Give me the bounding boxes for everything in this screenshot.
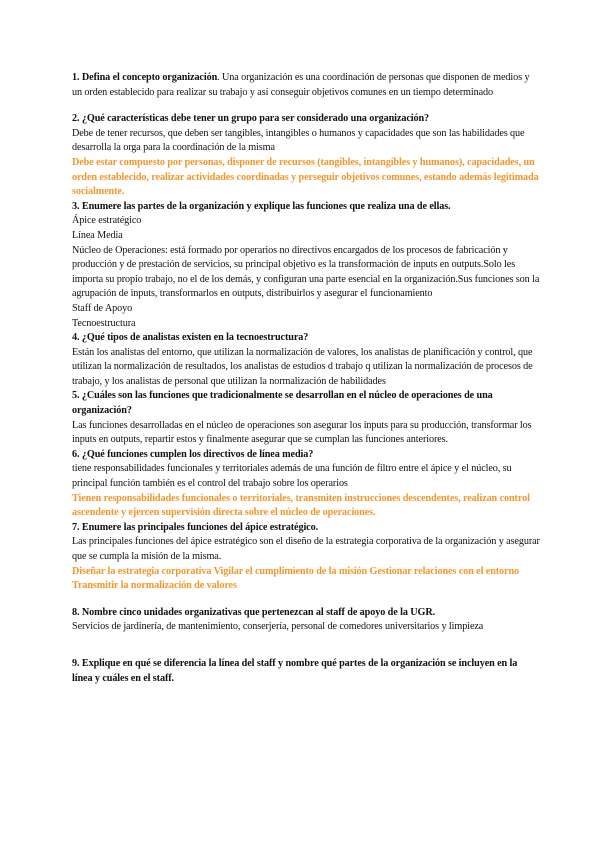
question-7-answer: Las principales funciones del ápice estratégico son el diseño de la estrategia corporativa de la organización y asegurar que se cumpla la misión de la misma. <box>72 536 540 562</box>
question-8-title: 8. Nombre cinco unidades organizativas que pertenezcan al staff de apoyo de la UGR. <box>72 606 436 618</box>
question-7-title: 7. Enumere las principales funciones del ápice estratégico. <box>72 521 319 533</box>
question-5-answer: Las funciones desarrolladas en el núcleo de operaciones son asegurar los inputs para su producción, transformar los inputs en outputs, repartir estos y finalmente asegurar que se cumplan las funciones anteriores. <box>72 419 532 446</box>
spacer <box>72 635 540 657</box>
question-3-title: 3. Enumere las partes de la organización y explique las funciones que realiza una de ellas. <box>72 200 451 212</box>
question-1-text: . Una organización es una coordinación de personas que disponen de medios y un orden establecido para realizar su trabajo y así conseguir objetivos comunes en un tiempo determinado <box>72 72 530 98</box>
question-6-answer: tiene responsabilidades funcionales y territoriales además de una función de filtro entre el ápice y el núcleo, su principal función también es el control del trabajo sobre los operarios <box>72 463 512 490</box>
spacer <box>72 594 540 606</box>
org-part-apice: Ápice estratégico <box>72 215 142 227</box>
question-2-answer: Debe de tener recursos, que deben ser tangibles, intangibles o humanos y capacidades que son las habilidades que desarrolla la orga para la coordinación de la misma <box>72 127 525 154</box>
org-part-linea-media: Línea Media <box>72 229 123 241</box>
question-4-title: 4. ¿Qué tipos de analistas existen en la tecnoestructura? <box>72 332 309 344</box>
question-1-title: 1. Defina el concepto organización <box>72 72 218 83</box>
org-part-staff: Staff de Apoyo <box>72 302 133 314</box>
org-part-tecnoestructura: Tecnoestructura <box>72 317 136 329</box>
question-6-correction: Tienen responsabilidades funcionales o territoriales, transmiten instrucciones descendentes, realizan control ascendente y ejercen supervisión directa sobre el núcleo de operaciones. <box>72 492 530 519</box>
spacer <box>72 100 540 112</box>
question-6-title: 6. ¿Qué funciones cumplen los directivos de línea media? <box>72 448 314 460</box>
question-2-correction: Debe estar compuesto por personas, disponer de recursos (tangibles, intangibles y humanos), capacidades, un orden establecido, realizar actividades coordinadas y perseguir objetivos comunes, estando además legitimada socialmente. <box>72 156 539 198</box>
question-1 <box>72 71 540 100</box>
question-5-title: 5. ¿Cuáles son las funciones que tradicionalmente se desarrollan en el núcleo de operaciones de una organización? <box>72 390 493 417</box>
question-7-correction: Diseñar la estrategia corporativa Vigilar el cumplimiento de la misión Gestionar relaciones con el entorno Transmitir la normalización de valores <box>72 565 520 592</box>
question-9-title: 9. Explique en qué se diferencia la línea del staff y nombre qué partes de la organización se incluyen en la línea y cuáles en el staff. <box>72 657 518 684</box>
question-4-answer: Están los analistas del entorno, que utilizan la normalización de valores, los analistas de planificación y control, que utilizan la normalización de resultados, los analistas de estudios d trabajo q utilizan la normalización de procesos de trabajo, y los analistas de personal que utilizan la normalización de habilidades <box>72 346 533 387</box>
question-8-answer: Servicios de jardinería, de mantenimiento, conserjería, personal de comedores universitarios y limpieza <box>72 621 484 633</box>
org-part-nucleo: Núcleo de Operaciones: está formado por operarios no directivos encargados de los procesos de fabricación y producción y de prestación de servicios, su principal objetivo es la transformación de inputs en outputs.Solo les importa su propio trabajo, no el de los demás, y configuran una parte esencial en la organización.Sus funciones son la agrupación de inputs, transformarlos en outputs, distribuirlos y asegurar el funcionamiento <box>72 244 540 300</box>
question-2-title: 2. ¿Qué características debe tener un grupo para ser considerado una organización? <box>72 113 430 125</box>
